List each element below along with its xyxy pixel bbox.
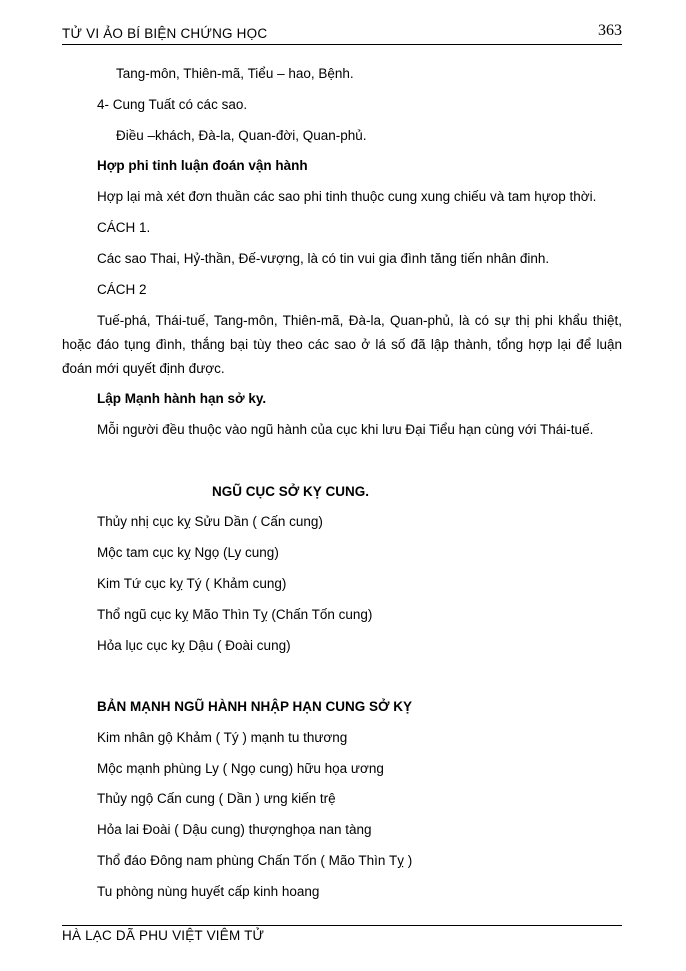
text-line: Điều –khách, Đà-la, Quan-đời, Quan-phủ.	[116, 128, 367, 143]
text-line: CÁCH 1.	[97, 220, 151, 235]
text-line: Các sao Thai, Hỷ-thần, Đế-vượng, là có tin vui gia đình tăng tiến nhân đinh.	[97, 251, 550, 266]
list-item: Thổ ngũ cục kỵ Mão Thìn Tỵ (Chấn Tốn cung)	[97, 607, 373, 622]
text-line: CÁCH 2	[97, 282, 147, 297]
paragraph: Tuế-phá, Thái-tuế, Tang-môn, Thiên-mã, Đà-la, Quan-phủ, là có sự thị phi khẩu thiệt, hoặc đáo tụng đình, thắng bại tùy theo các sao ở lá số đã lập thành, tổng hợp lại để luận đoán mới quyết định được.	[62, 313, 622, 376]
section-heading: NGŨ CỤC SỞ KỴ CUNG.	[212, 484, 370, 499]
footer-author: HÀ LẠC DÃ PHU VIỆT VIÊM TỬ	[62, 928, 265, 943]
list-item: Kim nhân gộ Khảm ( Tý ) mạnh tu thương	[97, 730, 348, 745]
list-item: Tu phòng nùng huyết cấp kinh hoang	[97, 884, 320, 899]
list-item: Mộc tam cục kỵ Ngọ (Ly cung)	[97, 545, 279, 560]
section-heading: Hợp phi tinh luận đoán vận hành	[97, 158, 308, 173]
list-item: Thủy ngộ Cấn cung ( Dần ) ưng kiến trệ	[97, 791, 336, 806]
section-heading: Lập Mạnh hành hạn sở ky.	[97, 391, 267, 406]
list-item: Mộc mạnh phùng Ly ( Ngọ cung) hữu họa ương	[97, 761, 384, 776]
list-item: Hỏa lục cục kỵ Dậu ( Đoài cung)	[97, 638, 291, 653]
list-item: Kim Tứ cục kỵ Tý ( Khảm cung)	[97, 576, 287, 591]
text-line: 4- Cung Tuất có các sao.	[97, 97, 248, 112]
page-header	[62, 24, 622, 45]
text-line: Tang-môn, Thiên-mã, Tiểu – hao, Bệnh.	[116, 66, 354, 81]
page-number: 363	[598, 22, 622, 39]
list-item: Thủy nhị cục kỵ Sửu Dần ( Cấn cung)	[97, 514, 323, 529]
page-footer	[62, 925, 622, 943]
section-heading: BẢN MẠNH NGŨ HÀNH NHẬP HẠN CUNG SỞ KỴ	[97, 699, 413, 714]
text-line: Mỗi người đều thuộc vào ngũ hành của cục khi lưu Đại Tiểu hạn cùng với Thái-tuế.	[97, 422, 594, 437]
list-item: Thổ đáo Đông nam phùng Chấn Tốn ( Mão Thìn Tỵ )	[97, 853, 413, 868]
text-line: Hợp lại mà xét đơn thuần các sao phi tinh thuộc cung xung chiếu và tam hựop thời.	[97, 189, 597, 204]
list-item: Hỏa lai Đoài ( Dậu cung) thượnghọa nan tàng	[97, 822, 372, 837]
book-title: TỬ VI ẢO BÍ BIỆN CHỨNG HỌC	[62, 26, 268, 41]
